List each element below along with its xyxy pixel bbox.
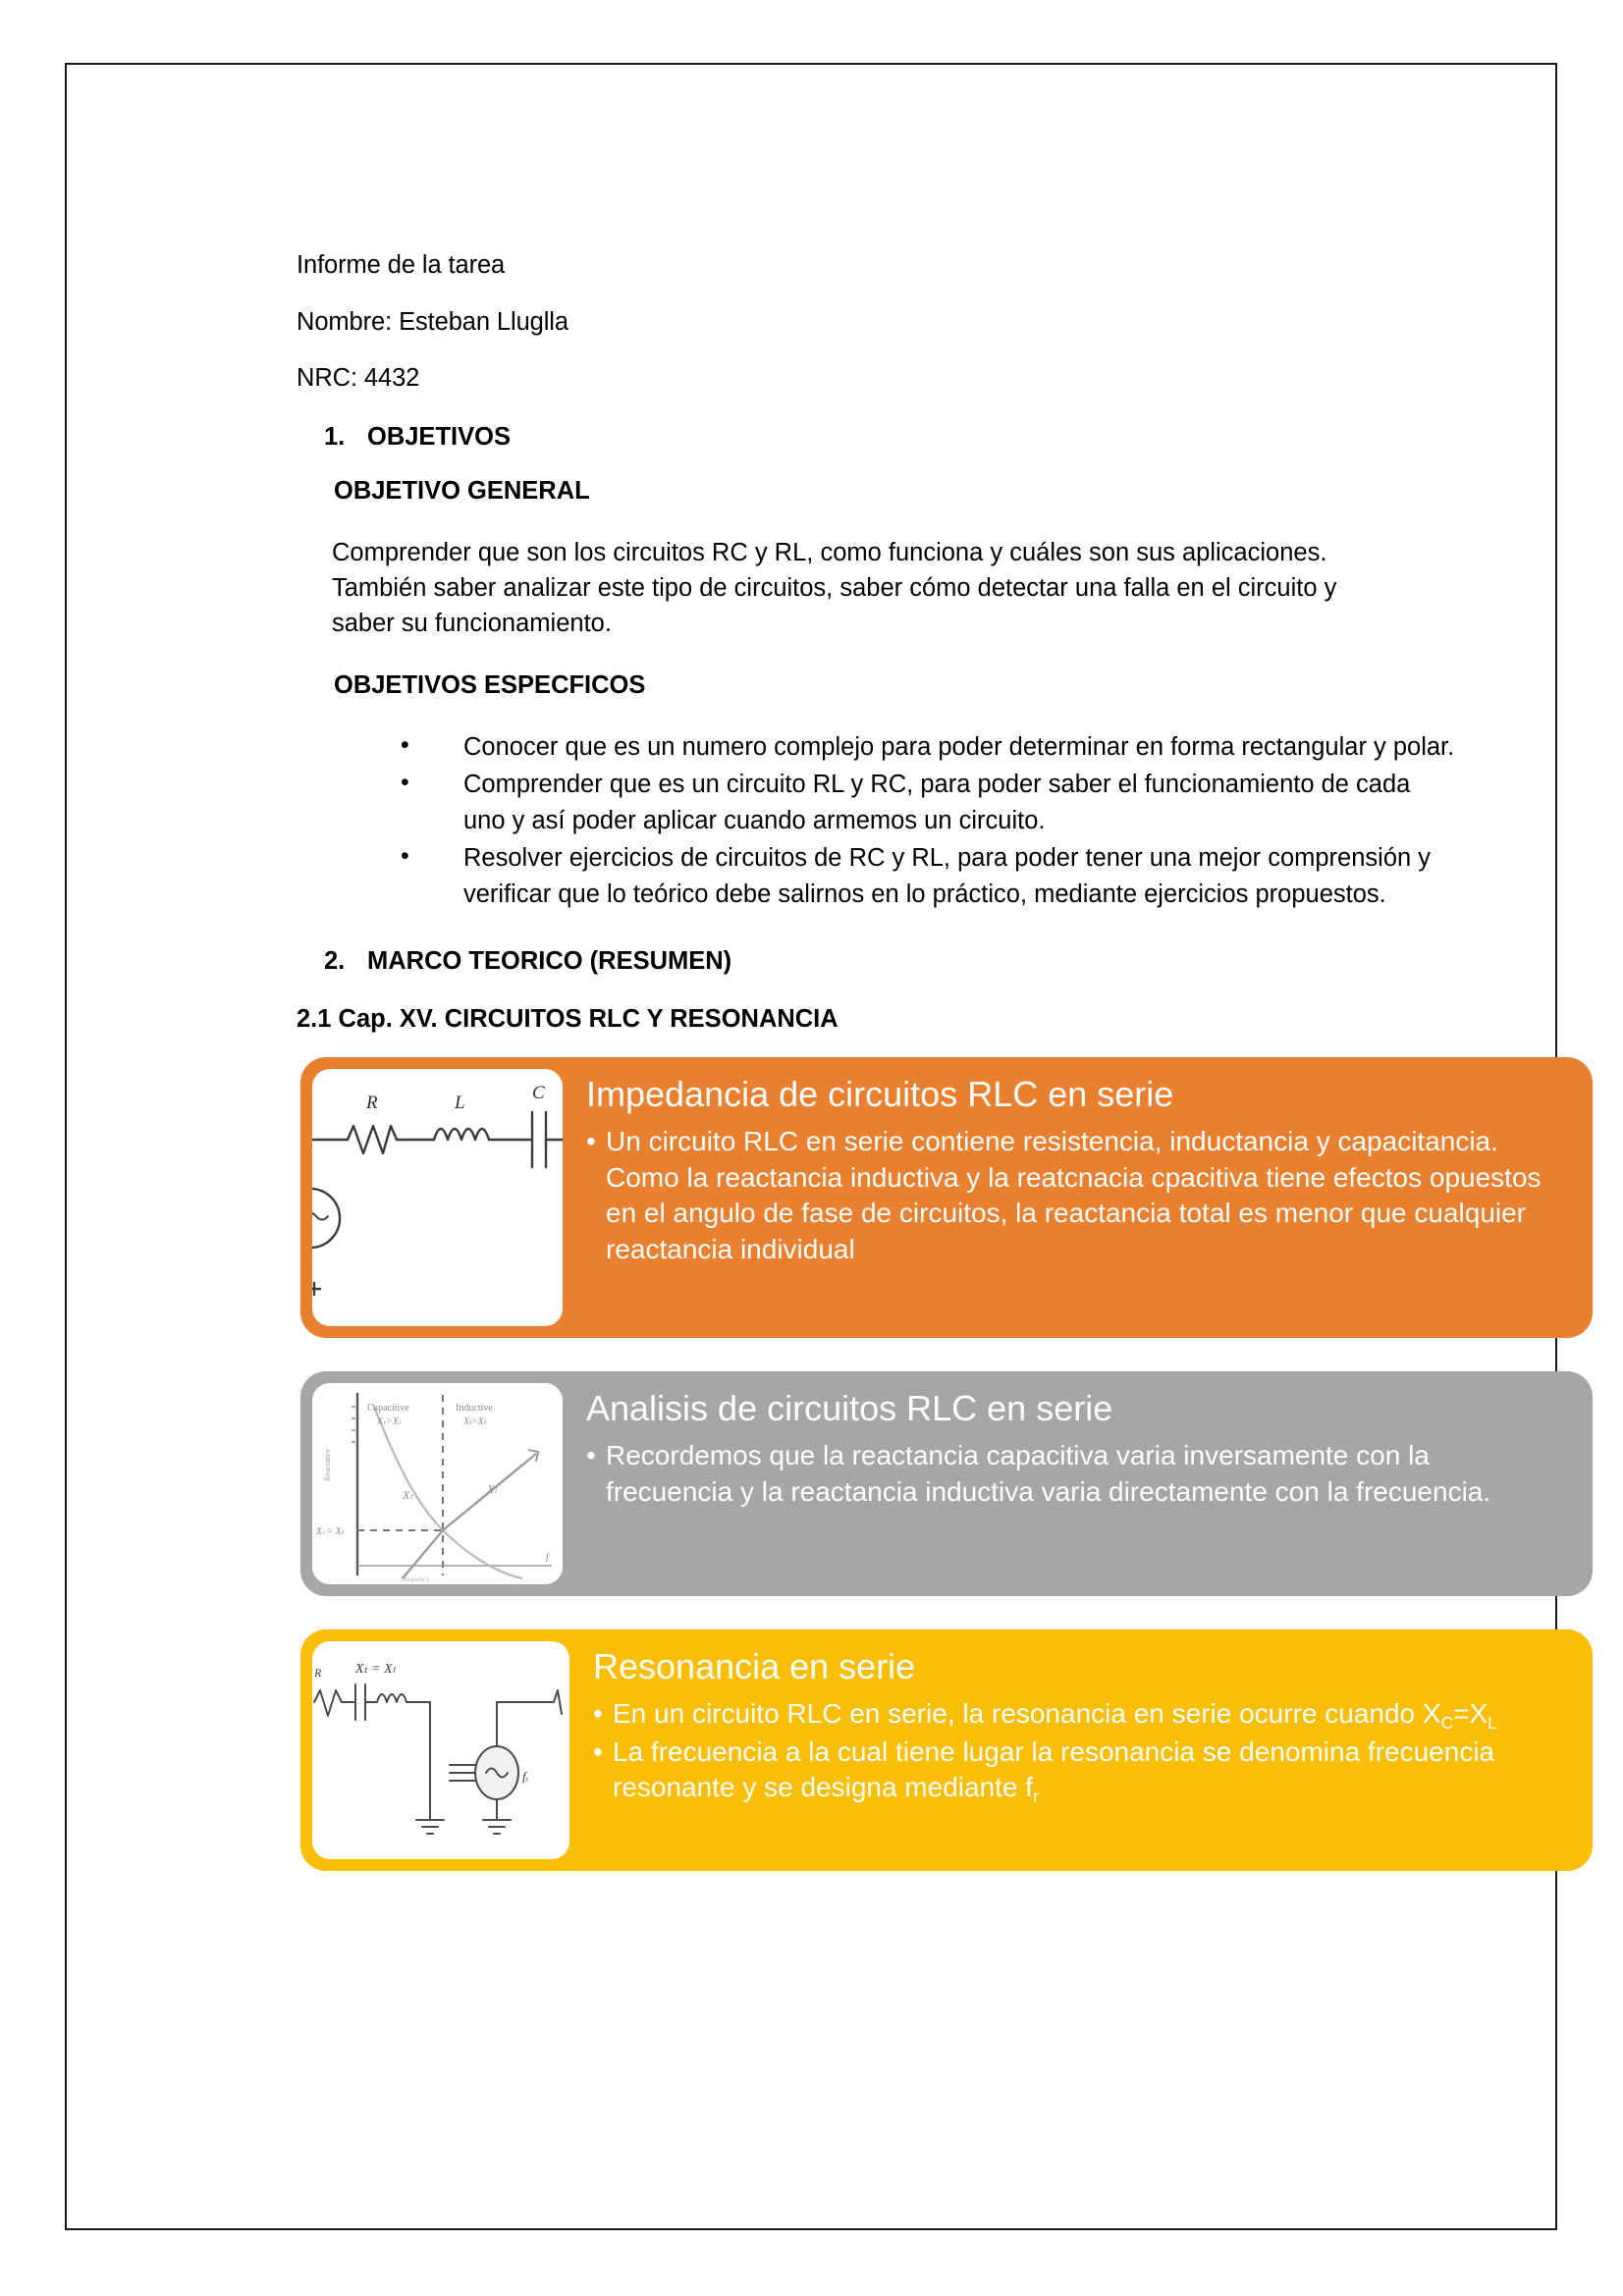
list-item: • Un circuito RLC en serie contiene resistencia, inductancia y capacitancia. Como la reactancia inductiva y la reatcnacia cpacitiva tiene efectos opuestos en el angulo de fase de circuitos, la reactancia total es menor que cualquier reactancia individual: [586, 1124, 1559, 1267]
label-C: C: [532, 1083, 545, 1104]
reactance-graph-figure: [312, 1383, 563, 1584]
card-resonancia-bullets: [593, 1696, 1559, 1807]
series-resonance-circuit-icon: [312, 1641, 569, 1859]
list-item: • La frecuencia a la cual tiene lugar la resonancia se denomina frecuencia resonante y se designa mediante $f_r$: [593, 1735, 1559, 1806]
list-item: • Recordemos que la reactancia capacitiva varia inversamente con la frecuencia y la reactancia inductiva varia directamente con la frecuencia.: [586, 1438, 1559, 1510]
document-content: [297, 253, 1602, 1904]
objetivos-especificos-list: [297, 729, 1602, 912]
label-R: R: [366, 1093, 378, 1114]
author-name: Nombre: Esteban Lluglla: [297, 307, 568, 336]
label-xc-curve: Xₜ: [403, 1488, 413, 1503]
card-resonancia: [300, 1629, 1593, 1871]
list-item: • Conocer que es un numero complejo para poder determinar en forma rectangular y polar.: [401, 729, 1455, 765]
list-item: • Resolver ejercicios de circuitos de RC y RL, para poder tener una mejor comprensión y verificar que lo teórico debe salirnos en lo práctico, mediante ejercicios propuestos.: [401, 840, 1455, 912]
series-resonance-circuit-figure: [312, 1641, 569, 1859]
label-xl-eq-xc: Xₗ = Xₜ: [316, 1526, 345, 1538]
list-item: • Comprender que es un circuito RL y RC, para poder saber el funcionamiento de cada uno y así poder aplicar cuando armemos un circuito.: [401, 767, 1455, 838]
card-impedancia-title: Impedancia de circuitos RLC en serie: [586, 1074, 1174, 1115]
reactance-vs-frequency-chart-icon: [312, 1383, 563, 1584]
label-xl-gt-xc: Xₗ>Xₜ: [463, 1416, 487, 1428]
label-capacitive-region: Capacitive: [367, 1403, 409, 1415]
card-resonancia-body: [569, 1641, 1581, 1859]
label-xc-eq-xl: Xₜ = Xₗ: [355, 1662, 396, 1678]
rlc-series-circuit-icon: [312, 1069, 563, 1326]
label-L: L: [455, 1093, 465, 1114]
label-xl-line: Xₗ: [487, 1482, 497, 1497]
page-frame: [65, 63, 1557, 2230]
list-item: • En un circuito RLC en serie, la resonancia en serie ocurre cuando $X_C=X_L$: [593, 1696, 1559, 1732]
label-R: R: [314, 1666, 322, 1681]
rlc-series-circuit-figure: [312, 1069, 563, 1326]
section-1-heading: [297, 423, 1602, 452]
objetivo-general-heading: OBJETIVO GENERAL: [334, 476, 590, 505]
section-1-title: OBJETIVOS: [367, 422, 511, 451]
subsection-2-1-heading: 2.1 Cap. XV. CIRCUITOS RLC Y RESONANCIA: [297, 1005, 839, 1034]
label-xc-gt-xl: Xₜ>Xₗ: [377, 1416, 401, 1428]
label-f-axis: f: [546, 1551, 550, 1564]
label-inductive-region: Inductive: [456, 1403, 493, 1415]
card-analisis-bullets: [586, 1438, 1559, 1512]
nrc-number: NRC: 4432: [297, 364, 420, 392]
card-analisis-title: Analisis de circuitos RLC en serie: [586, 1388, 1113, 1429]
card-impedancia-body: [563, 1069, 1581, 1326]
card-impedancia-bullets: [586, 1124, 1559, 1269]
section-2-title: MARCO TEORICO (RESUMEN): [367, 947, 732, 976]
card-analisis-body: [563, 1383, 1581, 1584]
objetivos-especificos-heading: OBJETIVOS ESPECFICOS: [334, 670, 646, 699]
smartart-card-group: [300, 1057, 1593, 1871]
section-2-number: 2.: [324, 947, 346, 976]
objetivo-general-text: Comprender que son los circuitos RC y RL, como funciona y cuáles son sus aplicaciones. También saber analizar este tipo de circuitos, saber cómo detectar una falla en el circuito y saber su funcionamiento.: [332, 538, 1337, 638]
section-2-heading: [297, 947, 1602, 976]
report-title: Informe de la tarea: [297, 251, 506, 279]
card-analisis: [300, 1371, 1593, 1596]
label-fr: fᵣ: [522, 1769, 529, 1785]
label-y-axis: Reactance: [323, 1449, 332, 1482]
section-1-number: 1.: [324, 422, 346, 451]
card-impedancia: [300, 1057, 1593, 1338]
label-caption: Frequency: [401, 1575, 430, 1584]
card-resonancia-title: Resonancia en serie: [593, 1646, 916, 1687]
